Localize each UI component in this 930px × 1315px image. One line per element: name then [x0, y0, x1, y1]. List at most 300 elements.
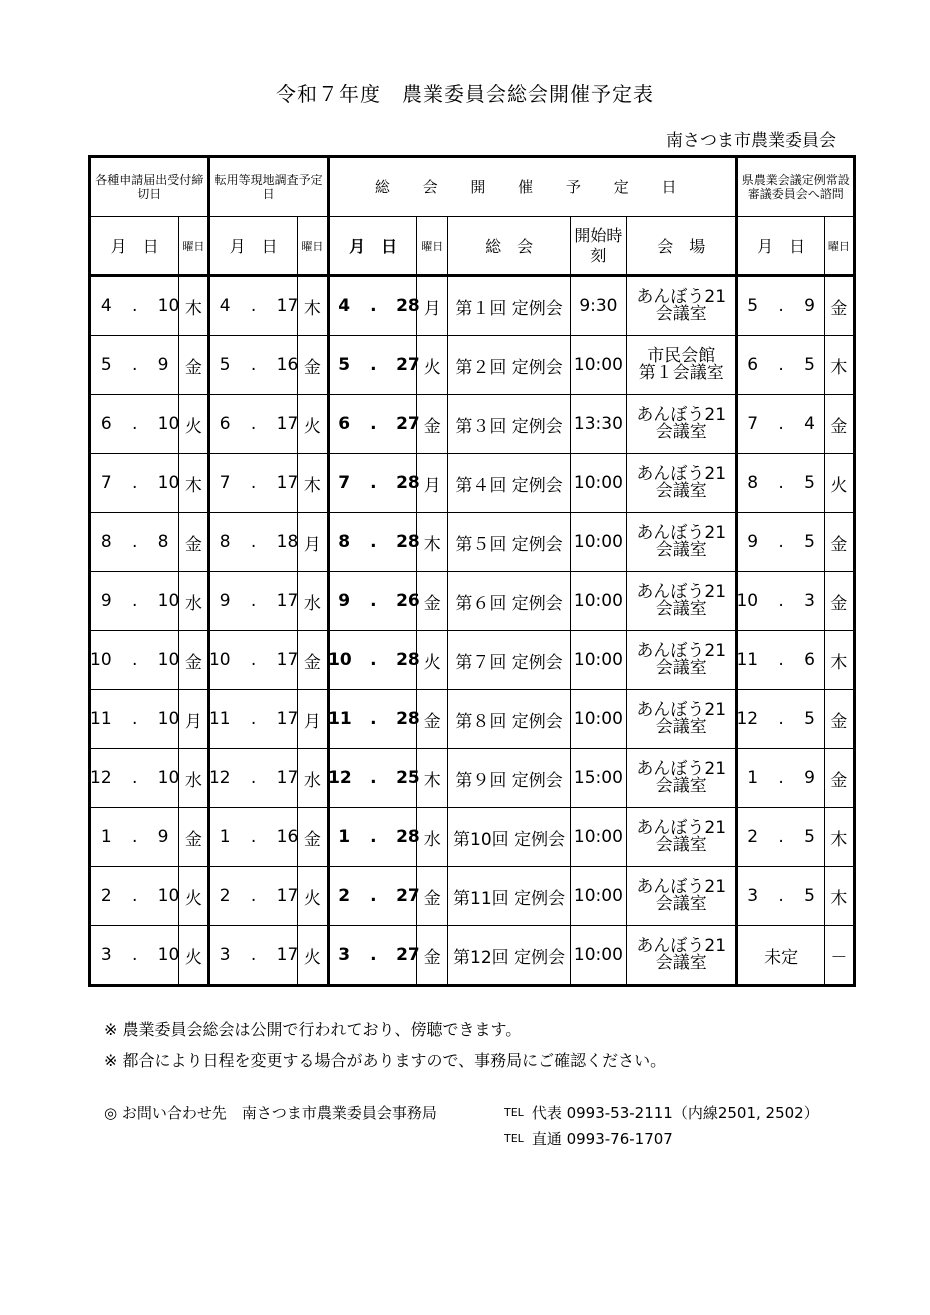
deadline-month: 4: [100, 296, 112, 316]
deadline-day: 9: [157, 355, 169, 375]
survey-day: 17: [276, 591, 299, 611]
meeting-venue: [627, 572, 737, 631]
venue-line-2: 会議室: [655, 599, 707, 619]
survey-day: 17: [276, 296, 299, 316]
survey-day: 17: [276, 886, 299, 906]
date-separator: .: [370, 768, 377, 788]
meeting-month: 1: [338, 827, 351, 847]
table-row: [90, 690, 855, 749]
survey-date: [209, 867, 297, 926]
deadline-date: [90, 572, 179, 631]
meeting-weekday: 木: [417, 749, 448, 808]
survey-date: [209, 395, 297, 454]
survey-month: 7: [219, 473, 231, 493]
deadline-month: 6: [100, 414, 112, 434]
prefecture-date: [737, 631, 824, 690]
deadline-day: 10: [157, 414, 180, 434]
prefecture-day: 5: [804, 355, 815, 375]
prefecture-day: 5: [804, 532, 815, 552]
survey-weekday: 火: [297, 395, 328, 454]
survey-month: 12: [208, 768, 231, 788]
meeting-weekday: 金: [417, 690, 448, 749]
venue-line-1: 市民会館: [647, 346, 716, 366]
meeting-venue: [627, 749, 737, 808]
prefecture-date: [737, 513, 824, 572]
meeting-month: 3: [338, 945, 351, 965]
deadline-day: 9: [157, 827, 169, 847]
date-separator: .: [370, 709, 377, 729]
deadline-weekday: 水: [179, 572, 209, 631]
header-general-meeting: 総 会 開 催 予 定 日: [328, 157, 737, 217]
tel-icon: TEL: [504, 1106, 524, 1119]
date-separator: .: [778, 532, 784, 552]
survey-day: 16: [276, 355, 299, 375]
meeting-weekday: 金: [417, 572, 448, 631]
prefecture-day: 5: [804, 709, 815, 729]
deadline-day: 10: [157, 650, 180, 670]
meeting-day: 28: [396, 709, 420, 729]
prefecture-month: 3: [747, 886, 759, 906]
table-row: [90, 276, 855, 336]
header-month-day: 月 日: [209, 217, 297, 276]
header-session: 総 会: [448, 217, 570, 276]
meeting-date: [328, 395, 420, 454]
meeting-date: [328, 631, 420, 690]
date-separator: .: [778, 414, 784, 434]
survey-month: 11: [208, 709, 231, 729]
meeting-session: 第８回 定例会: [448, 690, 570, 749]
date-separator: .: [370, 532, 377, 552]
header-weekday: 曜日: [824, 217, 854, 276]
meeting-month: 6: [338, 414, 351, 434]
meeting-day: 28: [396, 473, 420, 493]
date-separator: .: [131, 473, 138, 493]
date-separator: .: [778, 709, 784, 729]
survey-month: 1: [219, 827, 231, 847]
meeting-month: 7: [338, 473, 351, 493]
deadline-day: 10: [157, 591, 180, 611]
date-separator: .: [370, 945, 377, 965]
contact-info: [104, 1100, 819, 1152]
venue-line-2: 会議室: [655, 835, 707, 855]
venue-line-1: あんぼう21: [636, 523, 727, 543]
deadline-weekday: 火: [179, 395, 209, 454]
deadline-month: 2: [100, 886, 112, 906]
meeting-day: 28: [396, 650, 420, 670]
survey-date: [209, 749, 297, 808]
venue-line-1: あんぼう21: [636, 641, 727, 661]
deadline-day: 8: [157, 532, 169, 552]
prefecture-day: 3: [804, 591, 815, 611]
table-row: [90, 395, 855, 454]
tel-icon: TEL: [504, 1132, 524, 1145]
date-separator: .: [131, 650, 138, 670]
survey-month: 5: [219, 355, 231, 375]
survey-day: 17: [276, 473, 299, 493]
meeting-day: 27: [396, 945, 420, 965]
header-start-time: 開始時刻: [570, 217, 626, 276]
deadline-weekday: 金: [179, 808, 209, 867]
date-separator: .: [778, 827, 784, 847]
deadline-month: 3: [100, 945, 112, 965]
meeting-weekday: 水: [417, 808, 448, 867]
meeting-weekday: 金: [417, 926, 448, 986]
venue-line-2: 会議室: [655, 894, 707, 914]
prefecture-weekday: 金: [824, 276, 854, 336]
meeting-session: 第７回 定例会: [448, 631, 570, 690]
venue-line-2: 会議室: [655, 422, 707, 442]
prefecture-date: [737, 808, 824, 867]
meeting-start-time: 10:00: [570, 808, 626, 867]
note-change: ※ 都合により日程を変更する場合がありますので、事務局にご確認ください。: [104, 1051, 667, 1070]
header-weekday: 曜日: [297, 217, 328, 276]
meeting-day: 27: [396, 886, 420, 906]
deadline-day: 10: [157, 709, 180, 729]
survey-date: [209, 690, 297, 749]
meeting-day: 28: [396, 532, 420, 552]
survey-date: [209, 926, 297, 986]
survey-day: 17: [276, 650, 299, 670]
meeting-venue: [627, 276, 737, 336]
prefecture-date: [737, 690, 824, 749]
deadline-weekday: 木: [179, 454, 209, 513]
meeting-venue: [627, 336, 737, 395]
deadline-date: [90, 513, 179, 572]
meeting-date: [328, 513, 420, 572]
meeting-day: 28: [396, 296, 420, 316]
meeting-day: 28: [396, 827, 420, 847]
meeting-venue: [627, 867, 737, 926]
prefecture-weekday: 金: [824, 513, 854, 572]
date-separator: .: [131, 591, 138, 611]
table-row: [90, 513, 855, 572]
survey-date: [209, 631, 297, 690]
prefecture-month: 1: [747, 768, 759, 788]
date-separator: .: [778, 768, 784, 788]
meeting-venue: [627, 808, 737, 867]
survey-day: 18: [276, 532, 299, 552]
date-separator: .: [131, 768, 138, 788]
deadline-date: [90, 395, 179, 454]
meeting-date: [328, 454, 420, 513]
deadline-month: 11: [90, 709, 112, 729]
prefecture-month: 10: [736, 591, 759, 611]
survey-date: [209, 572, 297, 631]
survey-month: 3: [219, 945, 231, 965]
table-row: [90, 336, 855, 395]
survey-day: 17: [276, 768, 299, 788]
date-separator: .: [370, 296, 377, 316]
survey-day: 16: [276, 827, 299, 847]
meeting-session: 第４回 定例会: [448, 454, 570, 513]
meeting-date: [328, 926, 420, 986]
deadline-date: [90, 867, 179, 926]
meeting-venue: [627, 454, 737, 513]
date-separator: .: [131, 296, 138, 316]
meeting-session: 第５回 定例会: [448, 513, 570, 572]
table-row: [90, 572, 855, 631]
deadline-day: 10: [157, 768, 180, 788]
survey-weekday: 金: [297, 631, 328, 690]
prefecture-day: 4: [804, 414, 815, 434]
survey-month: 2: [219, 886, 231, 906]
meeting-session: 第10回 定例会: [448, 808, 570, 867]
meeting-date: [328, 690, 420, 749]
venue-line-2: 会議室: [655, 540, 707, 560]
survey-date: [209, 336, 297, 395]
deadline-weekday: 水: [179, 749, 209, 808]
date-separator: .: [250, 827, 257, 847]
venue-line-2: 会議室: [655, 658, 707, 678]
meeting-date: [328, 276, 420, 336]
prefecture-month: 7: [747, 414, 759, 434]
document-title: 令和７年度 農業委員会総会開催予定表: [276, 82, 654, 106]
prefecture-weekday: 金: [824, 395, 854, 454]
date-separator: .: [250, 945, 257, 965]
venue-line-1: あんぼう21: [636, 818, 727, 838]
header-row-columns: [90, 217, 855, 276]
header-weekday: 曜日: [417, 217, 448, 276]
meeting-venue: [627, 690, 737, 749]
prefecture-date: [737, 572, 824, 631]
date-separator: .: [131, 827, 138, 847]
prefecture-month: 6: [747, 355, 759, 375]
meeting-day: 27: [396, 414, 420, 434]
deadline-date: [90, 690, 179, 749]
prefecture-month: 5: [747, 296, 759, 316]
venue-line-2: 会議室: [655, 717, 707, 737]
meeting-session: 第12回 定例会: [448, 926, 570, 986]
deadline-date: [90, 454, 179, 513]
meeting-start-time: 13:30: [570, 395, 626, 454]
prefecture-day: 6: [804, 650, 815, 670]
table-row: [90, 926, 855, 986]
meeting-session: 第６回 定例会: [448, 572, 570, 631]
prefecture-date: [737, 749, 824, 808]
deadline-month: 10: [90, 650, 112, 670]
prefecture-date: [737, 867, 824, 926]
prefecture-weekday: 金: [824, 572, 854, 631]
prefecture-month: 2: [747, 827, 759, 847]
date-separator: .: [370, 473, 377, 493]
meeting-weekday: 月: [417, 454, 448, 513]
date-separator: .: [778, 296, 784, 316]
meeting-session: 第３回 定例会: [448, 395, 570, 454]
contact-direct-phone: 直通 0993-76-1707: [531, 1130, 673, 1148]
date-separator: .: [131, 945, 138, 965]
header-prefecture: 県農業会議定例常設審議委員会へ諮問: [737, 157, 855, 217]
deadline-date: [90, 631, 179, 690]
meeting-month: 4: [338, 296, 351, 316]
date-separator: .: [370, 650, 377, 670]
header-row-groups: [90, 157, 855, 217]
meeting-session: 第２回 定例会: [448, 336, 570, 395]
deadline-day: 10: [157, 886, 180, 906]
prefecture-date: [737, 454, 824, 513]
venue-line-1: あんぼう21: [636, 464, 727, 484]
survey-weekday: 火: [297, 926, 328, 986]
venue-line-1: あんぼう21: [636, 700, 727, 720]
deadline-month: 7: [100, 473, 112, 493]
meeting-weekday: 火: [417, 336, 448, 395]
table-row: [90, 454, 855, 513]
meeting-weekday: 金: [417, 867, 448, 926]
meeting-month: 11: [328, 709, 352, 729]
prefecture-weekday: －: [824, 926, 854, 986]
meeting-month: 12: [328, 768, 352, 788]
meeting-start-time: 10:00: [570, 336, 626, 395]
survey-month: 4: [219, 296, 231, 316]
header-month-day: 月 日: [90, 217, 179, 276]
date-separator: .: [370, 591, 377, 611]
survey-weekday: 水: [297, 749, 328, 808]
date-separator: .: [778, 650, 784, 670]
contact-label: ◎ お問い合わせ先 南さつま市農業委員会事務局: [104, 1104, 437, 1122]
date-separator: .: [370, 827, 377, 847]
date-separator: .: [370, 355, 377, 375]
meeting-venue: [627, 395, 737, 454]
meeting-start-time: 10:00: [570, 867, 626, 926]
date-separator: .: [131, 886, 138, 906]
survey-weekday: 月: [297, 690, 328, 749]
header-deadline: 各種申請届出受付締切日: [90, 157, 209, 217]
prefecture-date: [737, 276, 824, 336]
survey-weekday: 水: [297, 572, 328, 631]
table-row: [90, 867, 855, 926]
prefecture-weekday: 金: [824, 690, 854, 749]
date-separator: .: [250, 591, 257, 611]
survey-weekday: 木: [297, 276, 328, 336]
date-separator: .: [250, 650, 257, 670]
survey-day: 17: [276, 709, 299, 729]
meeting-venue: [627, 631, 737, 690]
meeting-date: [328, 749, 420, 808]
meeting-month: 9: [338, 591, 351, 611]
deadline-date: [90, 336, 179, 395]
survey-weekday: 火: [297, 867, 328, 926]
meeting-day: 26: [396, 591, 420, 611]
survey-weekday: 金: [297, 808, 328, 867]
date-separator: .: [250, 532, 257, 552]
meeting-session: 第11回 定例会: [448, 867, 570, 926]
deadline-month: 9: [100, 591, 112, 611]
date-separator: .: [131, 709, 138, 729]
notes: [104, 1014, 666, 1076]
table-row: [90, 749, 855, 808]
deadline-month: 5: [100, 355, 112, 375]
date-separator: .: [778, 355, 784, 375]
venue-line-2: 会議室: [655, 304, 707, 324]
prefecture-month: 12: [736, 709, 759, 729]
deadline-weekday: 金: [179, 513, 209, 572]
date-separator: .: [778, 886, 784, 906]
date-separator: .: [131, 532, 138, 552]
venue-line-1: あんぼう21: [636, 936, 727, 956]
header-weekday: 曜日: [179, 217, 209, 276]
deadline-month: 12: [90, 768, 112, 788]
deadline-month: 8: [100, 532, 112, 552]
date-separator: .: [250, 709, 257, 729]
organization-name: 南さつま市農業委員会: [666, 131, 836, 151]
meeting-start-time: 10:00: [570, 926, 626, 986]
date-separator: .: [250, 473, 257, 493]
meeting-start-time: 10:00: [570, 454, 626, 513]
meeting-month: 2: [338, 886, 351, 906]
meeting-month: 8: [338, 532, 351, 552]
deadline-date: [90, 808, 179, 867]
meeting-venue: [627, 513, 737, 572]
meeting-day: 25: [396, 768, 420, 788]
deadline-date: [90, 926, 179, 986]
prefecture-date: [737, 336, 824, 395]
meeting-start-time: 10:00: [570, 513, 626, 572]
schedule-table: [88, 155, 856, 987]
date-separator: .: [131, 355, 138, 375]
deadline-weekday: 金: [179, 336, 209, 395]
survey-day: 17: [276, 414, 299, 434]
prefecture-weekday: 木: [824, 631, 854, 690]
meeting-start-time: 9:30: [570, 276, 626, 336]
header-venue: 会 場: [627, 217, 737, 276]
venue-line-1: あんぼう21: [636, 287, 727, 307]
prefecture-day: 5: [804, 827, 815, 847]
date-separator: .: [778, 473, 784, 493]
meeting-day: 27: [396, 355, 420, 375]
prefecture-weekday: 金: [824, 749, 854, 808]
venue-line-1: あんぼう21: [636, 405, 727, 425]
date-separator: .: [250, 768, 257, 788]
deadline-day: 10: [157, 473, 180, 493]
survey-weekday: 月: [297, 513, 328, 572]
meeting-venue: [627, 926, 737, 986]
prefecture-date: 未定: [737, 926, 824, 986]
header-month-day: 月 日: [328, 217, 416, 276]
prefecture-weekday: 木: [824, 867, 854, 926]
prefecture-month: 9: [747, 532, 759, 552]
prefecture-day: 9: [804, 768, 815, 788]
survey-date: [209, 513, 297, 572]
meeting-weekday: 月: [417, 276, 448, 336]
meeting-start-time: 10:00: [570, 572, 626, 631]
meeting-weekday: 木: [417, 513, 448, 572]
survey-day: 17: [276, 945, 299, 965]
venue-line-1: あんぼう21: [636, 877, 727, 897]
meeting-start-time: 10:00: [570, 631, 626, 690]
meeting-start-time: 10:00: [570, 690, 626, 749]
survey-month: 9: [219, 591, 231, 611]
meeting-session: 第１回 定例会: [448, 276, 570, 336]
prefecture-day: 5: [804, 886, 815, 906]
meeting-weekday: 金: [417, 395, 448, 454]
meeting-start-time: 15:00: [570, 749, 626, 808]
date-separator: .: [250, 355, 257, 375]
deadline-weekday: 火: [179, 867, 209, 926]
table-row: [90, 631, 855, 690]
venue-line-1: あんぼう21: [636, 759, 727, 779]
meeting-date: [328, 572, 420, 631]
prefecture-weekday: 火: [824, 454, 854, 513]
deadline-weekday: 火: [179, 926, 209, 986]
survey-month: 8: [219, 532, 231, 552]
prefecture-month: 8: [747, 473, 759, 493]
venue-line-2: 会議室: [655, 776, 707, 796]
deadline-day: 10: [157, 945, 180, 965]
date-separator: .: [131, 414, 138, 434]
note-public: ※ 農業委員会総会は公開で行われており、傍聴できます。: [104, 1020, 522, 1039]
header-survey: 転用等現地調査予定日: [209, 157, 328, 217]
deadline-weekday: 木: [179, 276, 209, 336]
prefecture-day: 5: [804, 473, 815, 493]
